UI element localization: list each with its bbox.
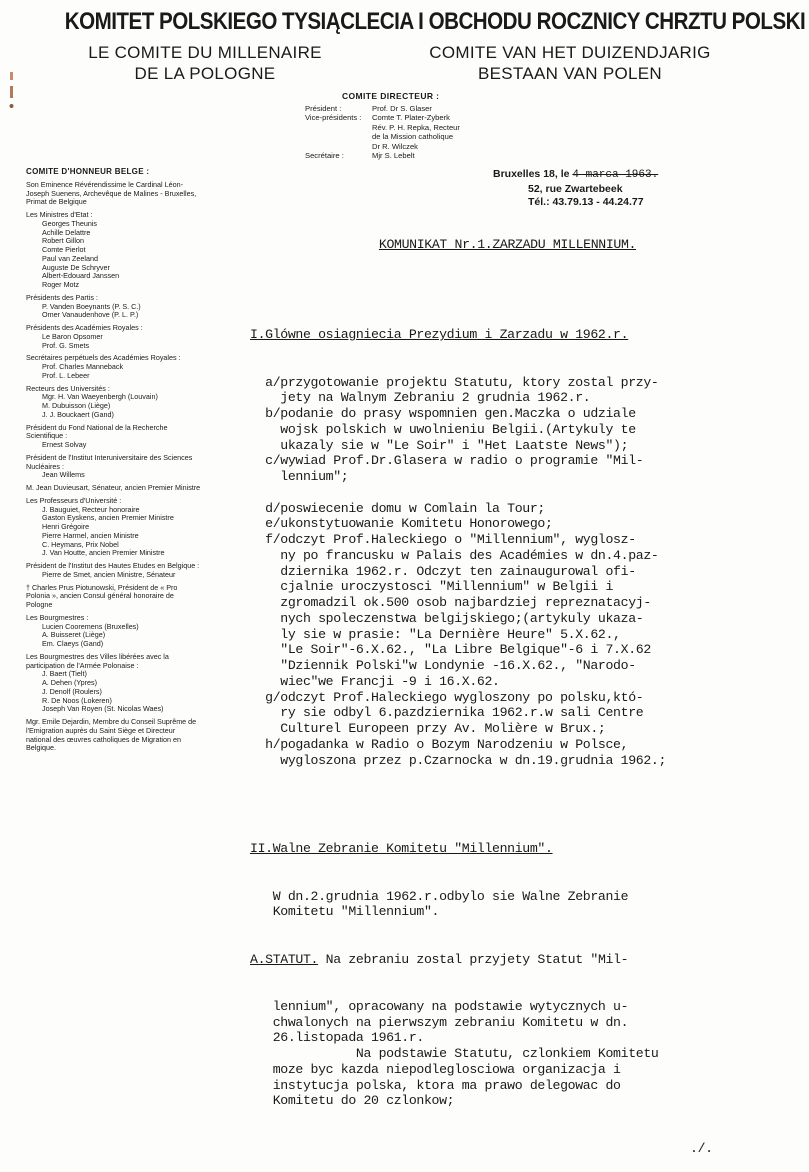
text-line: Komitetu do 20 czlonkow; (250, 1093, 455, 1109)
honour-member: R. De Noos (Lokeren) (42, 695, 112, 705)
text-line: ukazaly sie w "Le Soir" i "Het Laatste News"); (250, 437, 629, 453)
letterhead-dutch-line2: BESTAAN VAN POLEN (478, 64, 662, 83)
statut-label: A.STATUT. (250, 951, 319, 967)
text-line: jety na Walnym Zebraniu 2 grudnia 1962.r. (250, 390, 591, 406)
committee-role: Secrétaire : (305, 151, 344, 161)
text-line: e/ukonstytuowanie Komitetu Honorowego; (250, 516, 553, 532)
text-line: Komitetu "Millennium". (250, 904, 440, 920)
section2-title (250, 841, 805, 857)
text-line: b/podanie do prasy wspomnien gen.Maczka o udziale (250, 406, 636, 421)
honour-member: Auguste De Schryver (42, 262, 110, 272)
text-line: ry sie odbyl 6.pazdziernika 1962.r.w sali Centre (250, 705, 644, 721)
honour-group-title: Président de l'Institut des Hautes Etudes en Belgique : (26, 561, 200, 570)
section1-items (250, 375, 805, 769)
honour-member: Prof. L. Lebeer (42, 370, 90, 380)
text-line (250, 485, 805, 501)
directing-committee-row (305, 113, 460, 122)
honour-member: Em. Claeys (Gand) (42, 639, 104, 648)
text-line: a/przygotowanie projektu Statutu, ktory zostal przy- (250, 374, 659, 390)
honour-member: P. Vanden Boeynants (P. S. C.) (42, 301, 141, 311)
text-line: wiec"we Francji -9 i 16.X.62. (250, 673, 500, 689)
honour-member: Pierre Harmel, ancien Ministre (42, 530, 139, 540)
honour-member: Joseph Van Royen (St. Nicolas Waes) (42, 704, 164, 714)
honour-member: M. Dubuisson (Liège) (42, 401, 111, 410)
letterhead-french (60, 42, 350, 84)
street-address: 52, rue Zwartebeek (528, 182, 623, 195)
letterhead-french-line1: LE COMITE DU MILLENAIRE (88, 43, 322, 62)
honour-group (26, 211, 201, 290)
honour-member: C. Heymans, Prix Nobel (42, 539, 119, 549)
sender-address (493, 168, 658, 210)
honour-member: Achille Delattre (42, 227, 91, 237)
directing-committee-row (305, 132, 460, 141)
honour-group-title: Les Bourgmestres des Villes libérées avec la participation de l'Armée Polonaise : (26, 651, 169, 670)
city-date-line (493, 168, 658, 183)
honour-member: J. Van Houtte, ancien Premier Ministre (42, 548, 165, 558)
honour-member: Le Baron Opsomer (42, 331, 103, 341)
honour-group-title: Président du Fond National de la Recherche Scientifique : (26, 422, 168, 441)
directing-committee-heading: COMITE DIRECTEUR : (342, 91, 440, 101)
honour-member: Lucien Cooremens (Bruxelles) (42, 621, 139, 631)
text-line: d/poswiecenie domu w Comlain la Tour; (250, 500, 545, 516)
honour-member: A. Dehen (Ypres) (42, 678, 97, 687)
honour-group (26, 324, 201, 350)
honour-member: Albert-Edouard Janssen (42, 271, 120, 281)
honour-member: Comte Pierlot (42, 245, 86, 254)
text-line: cjalnie uroczystosci "Millennium" w Belgii i (250, 579, 614, 595)
statut-first-line: Na zebraniu zostal przyjety Statut "Mil- (318, 951, 629, 967)
honour-group (26, 497, 201, 558)
text-line: Culturel Europeen przy Av. Molière w Brux.; (250, 721, 606, 736)
text-line: ly sie w prasie: "La Dernière Heure" 5.X.62., (250, 626, 621, 642)
communique-heading-text: KOMUNIKAT Nr.1.ZARZADU MILLENNIUM. (378, 236, 637, 252)
text-line: lennium", opracowany na podstawie wytycznych u- (250, 998, 629, 1014)
section1-title-text: I.Glówne osiagniecia Prezydium i Zarzadu w 1962.r. (250, 327, 629, 343)
phone-numbers: Tél.: 43.79.13 - 44.24.77 (528, 196, 644, 208)
text-line: zgromadzil ok.500 osob najbardziej repreznatacyj- (250, 595, 651, 610)
honour-member: Henri Grégoire (42, 522, 90, 531)
communique-heading (250, 237, 805, 253)
text-line: 26.listopada 1961.r. (250, 1030, 424, 1046)
committee-member: Comte T. Plater-Zyberk (372, 113, 450, 123)
text-line: lennium"; (250, 469, 349, 484)
honour-group (26, 614, 201, 649)
committee-member: Mjr S. Lebelt (372, 151, 415, 161)
honour-group-title: Les Bourgmestres : (26, 612, 89, 622)
honour-group (26, 424, 201, 450)
honour-member: Omer Vanaudenhove (P. L. P.) (42, 310, 139, 320)
text-line: ny po francusku w Palais des Académies w dn.4.paz- (250, 547, 659, 563)
committee-role (305, 123, 372, 132)
text-line: dziernika 1962.r. Odczyt ten zainaugurowal ofi- (250, 563, 636, 579)
text-line: f/odczyt Prof.Haleckiego o "Millennium", wyglosz- (250, 532, 636, 547)
handwritten-date: 4 marca 1963. (572, 169, 659, 181)
honour-member: Mgr. H. Van Waeyenbergh (Louvain) (42, 392, 158, 402)
honour-group-title: Son Eminence Révérendissime le Cardinal Léon-Joseph Suenens, Archevêque de Malines - Bruxelles, Primat de Belgique (26, 179, 197, 207)
directing-committee-list (305, 104, 460, 160)
honour-group (26, 562, 201, 580)
text-line: nych spoleczenstwa belgijskiego;(artykuly ukaza- (250, 610, 644, 626)
honour-group (26, 354, 201, 380)
honour-group-title: Présidents des Académies Royales : (26, 323, 143, 332)
honour-committee-heading: COMITE D'HONNEUR BELGE : (26, 167, 150, 176)
committee-member: Prof. Dr S. Glaser (372, 104, 432, 113)
text-line: wojsk polskich w uwolnieniu Belgii.(Artykuly te (250, 421, 636, 437)
directing-committee-row (305, 142, 460, 151)
honour-member: Roger Motz (42, 280, 80, 289)
text-line: Na podstawie Statutu, czlonkiem Komitetu (250, 1046, 659, 1061)
honour-member: Ernest Solvay (42, 440, 87, 449)
honour-group-title: Secrétaires perpétuels des Académies Royales : (26, 353, 181, 363)
honour-group-title: Présidents des Partis : (26, 292, 98, 302)
committee-role: Président : (305, 104, 342, 113)
committee-member: de la Mission catholique (372, 132, 454, 142)
text-line: h/pogadanka w Radio o Bozym Narodzeniu w Polsce, (250, 736, 629, 752)
honour-member: Georges Theunis (42, 218, 98, 228)
honour-member: Robert Gillon (42, 236, 84, 246)
communique-body (250, 205, 805, 1172)
section1-title (250, 327, 805, 343)
directing-committee-row (305, 151, 460, 160)
section2-title-text: II.Walne Zebranie Komitetu "Millennium". (250, 841, 553, 857)
honour-member: J. Baert (Tielt) (42, 669, 87, 679)
honour-group-title: M. Jean Duvieusart, Sénateur, ancien Premier Ministre (26, 483, 201, 492)
honour-member: A. Buisseret (Liège) (42, 630, 106, 640)
honour-group-title: Mgr. Emile Dejardin, Membre du Conseil Suprême de l'Emigration auprès du Saint Siège et Directeur national des œuvres catholiques de Migration en Belgique. (26, 717, 197, 753)
honour-group-title: Président de l'Institut Interuniversitaire des Sciences Nucléaires : (26, 452, 193, 471)
honour-member: J. Bauguiet, Recteur honoraire (42, 504, 140, 514)
city-prefix: Bruxelles 18, le (493, 168, 570, 180)
honour-group-title: Les Professeurs d'Université : (26, 495, 122, 505)
punch-hole-mark (8, 72, 15, 112)
text-line: c/wywiad Prof.Dr.Glasera w radio o programie "Mil- (250, 453, 644, 469)
honour-group (26, 454, 201, 480)
committee-role (305, 142, 372, 151)
letterhead-dutch (420, 42, 720, 84)
honour-group (26, 294, 201, 320)
honour-member: J. J. Bouckaert (Gand) (42, 409, 114, 419)
letterhead-dutch-line1: COMITE VAN HET DUIZENDJARIG (429, 43, 711, 62)
rust-mark (10, 104, 14, 108)
honour-committee-groups (26, 181, 201, 753)
honour-group (26, 653, 201, 714)
spacer (250, 284, 805, 296)
honour-group (26, 385, 201, 420)
honour-member: Prof. Charles Manneback (42, 362, 124, 371)
letterhead-french-line2: DE LA POLOGNE (134, 64, 276, 83)
honour-group-title: † Charles Prus Piotunowski, Président de « Pro Polonia », ancien Consul général honoraire de Pologne (26, 582, 178, 609)
honour-member: Jean Willems (42, 470, 85, 480)
honour-committee-sidebar (26, 168, 201, 757)
honour-group (26, 584, 201, 610)
text-line: wygloszona przez p.Czarnocka w dn.19.grudnia 1962.; (250, 752, 667, 768)
honour-member: Paul van Zeeland (42, 253, 98, 263)
committee-role: Vice-présidents : (305, 113, 362, 123)
directing-committee-row (305, 123, 460, 132)
honour-member: J. Denolf (Roulers) (42, 686, 102, 696)
continuation-mark: ./. (690, 1140, 713, 1156)
honour-member: Gaston Eyskens, ancien Premier Ministre (42, 513, 174, 523)
letterhead-title: KOMITET POLSKIEGO TYSIĄCLECIA I OBCHODU ROCZNICY CHRZTU POLSKI (64, 8, 806, 35)
spacer (250, 800, 805, 810)
committee-role (305, 132, 372, 141)
honour-group (26, 181, 201, 207)
rust-mark (10, 86, 13, 98)
statut-line (250, 952, 805, 968)
text-line: W dn.2.grudnia 1962.r.odbylo sie Walne Zebranie (250, 888, 629, 904)
committee-member: Rév. P. H. Repka, Recteur (372, 122, 460, 132)
honour-member: Pierre de Smet, ancien Ministre, Sénateur (42, 569, 176, 579)
statut-lines (250, 999, 805, 1109)
honour-group (26, 718, 201, 753)
directing-committee-row (305, 104, 460, 113)
text-line: chwalonych na pierwszym zebraniu Komitetu w dn. (250, 1014, 629, 1030)
text-line: "Le Soir"-6.X.62., "La Libre Belgique"-6 i 7.X.62 (250, 642, 651, 658)
text-line: g/odczyt Prof.Haleckiego wygloszony po polsku,któ- (250, 689, 644, 705)
section2-lines (250, 889, 805, 921)
honour-group (26, 484, 201, 493)
committee-member: Dr R. Wilczek (372, 141, 418, 151)
honour-group-title: Les Ministres d'Etat : (26, 210, 93, 219)
rust-mark (10, 72, 13, 80)
text-line: "Dziennik Polski"w Londynie -16.X.62., "Narodo- (250, 658, 636, 673)
text-line: instytucja polska, ktora ma prawo delegowac do (250, 1077, 621, 1093)
text-line: moze byc kazda niepodleglosciowa organizacja i (250, 1061, 621, 1077)
honour-member: Prof. G. Smets (42, 340, 90, 350)
honour-group-title: Recteurs des Universités : (26, 383, 110, 393)
